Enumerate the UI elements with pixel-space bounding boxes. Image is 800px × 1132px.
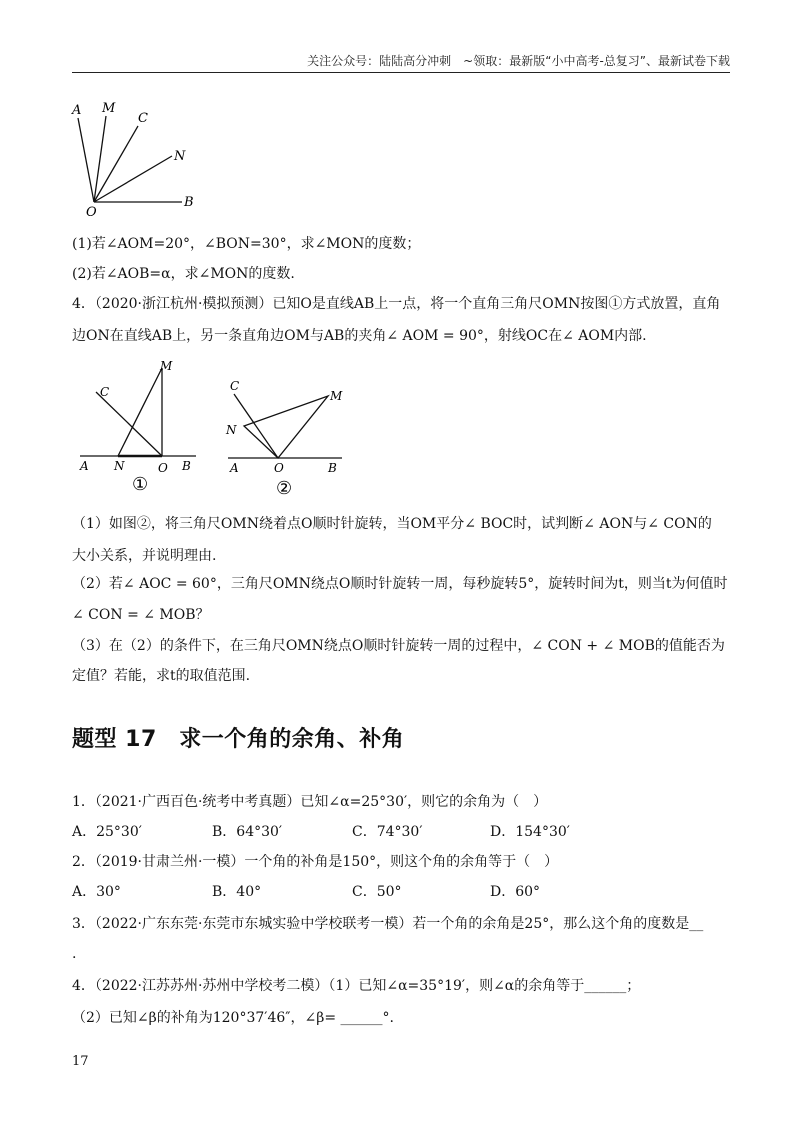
q2-option-a: A．30°: [72, 884, 121, 900]
label-M: M: [330, 389, 343, 403]
label-A: A: [80, 459, 89, 473]
page-number: 17: [72, 1054, 89, 1069]
caption-2: ②: [276, 478, 293, 499]
label-M: M: [102, 101, 116, 116]
label-C: C: [100, 385, 110, 399]
q2-option-d: D．60°: [490, 884, 541, 900]
page-header: 关注公众号：陆陆高分冲刺 ~领取：最新版“小中高考-总复习”、最新试卷下载: [307, 54, 730, 68]
q3-text: 3．（2022·广东东莞·东莞市东城实验中学校联考一模）若一个角的余角是25°，那么这个角的度数是__: [72, 916, 704, 932]
q2-text: 2．（2019·甘肃兰州·一模）一个角的补角是150°，则这个角的余角等于（ ）: [72, 854, 559, 870]
q2-option-b: B．40°: [212, 884, 262, 900]
p3-q2: (2)若∠AOB=α，求∠MON的度数.: [72, 266, 295, 282]
label-B: B: [328, 461, 337, 475]
q1-option-a: A．25°30′: [72, 824, 142, 840]
q4-line2: （2）已知∠β的补角为120°37′46″，∠β= ______°.: [72, 1010, 394, 1026]
q1-option-c: C．74°30′: [352, 824, 423, 840]
p4-line1: 4．（2020·浙江杭州·模拟预测）已知O是直线AB上一点，将一个直角三角尺OMN按图①方式放置，直角: [72, 296, 721, 312]
p4-q3-l2: 定值？若能，求t的取值范围.: [72, 668, 251, 684]
p4-q3-l1: （3）在（2）的条件下，在三角尺OMN绕点O顺时针旋转一周的过程中，∠ CON + ∠ MOB的值能否为: [72, 638, 725, 654]
figure-rays: [70, 98, 210, 218]
label-C: C: [138, 111, 148, 126]
label-M: M: [160, 360, 173, 373]
p4-q1-l2: 大小关系，并说明理由.: [72, 548, 217, 564]
label-B: B: [184, 195, 194, 210]
label-N: N: [174, 149, 186, 164]
figure-triangle-2: [222, 372, 362, 502]
q1-text: 1．（2021·广西百色·统考中考真题）已知∠α=25°30′，则它的余角为（ ）: [72, 794, 548, 810]
q1-option-b: B．64°30′: [212, 824, 283, 840]
caption-1: ①: [132, 474, 149, 495]
label-O: O: [86, 205, 97, 218]
p4-q2-l2: ∠ CON = ∠ MOB？: [72, 607, 210, 623]
q3-tail: .: [72, 946, 77, 962]
label-A: A: [230, 461, 239, 475]
label-O: O: [158, 461, 168, 475]
label-N: N: [226, 423, 237, 437]
label-C: C: [230, 379, 240, 393]
p4-line2: 边ON在直线AB上，另一条直角边OM与AB的夹角∠ AOM = 90°，射线OC在∠ AOM内部.: [72, 328, 647, 344]
label-A: A: [72, 103, 82, 118]
p3-q1: (1)若∠AOM=20°，∠BON=30°，求∠MON的度数；: [72, 236, 421, 252]
q1-option-d: D．154°30′: [490, 824, 570, 840]
section-title: 题型 17 求一个角的余角、补角: [72, 727, 405, 752]
header-rule: [72, 72, 730, 73]
q4-text: 4．（2022·江苏苏州·苏州中学校考二模）（1）已知∠α=35°19′，则∠α的余角等于______；: [72, 978, 641, 994]
label-O: O: [274, 461, 284, 475]
figure-triangle-1: [74, 360, 204, 500]
p4-q2-l1: （2）若∠ AOC = 60°，三角尺OMN绕点O顺时针旋转一周，每秒旋转5°，旋转时间为t，则当t为何值时: [72, 576, 728, 592]
label-N: N: [114, 459, 125, 473]
label-B: B: [182, 459, 191, 473]
p4-q1-l1: （1）如图②，将三角尺OMN绕着点O顺时针旋转，当OM平分∠ BOC时，试判断∠ AON与∠ CON的: [72, 516, 712, 532]
q2-option-c: C．50°: [352, 884, 402, 900]
